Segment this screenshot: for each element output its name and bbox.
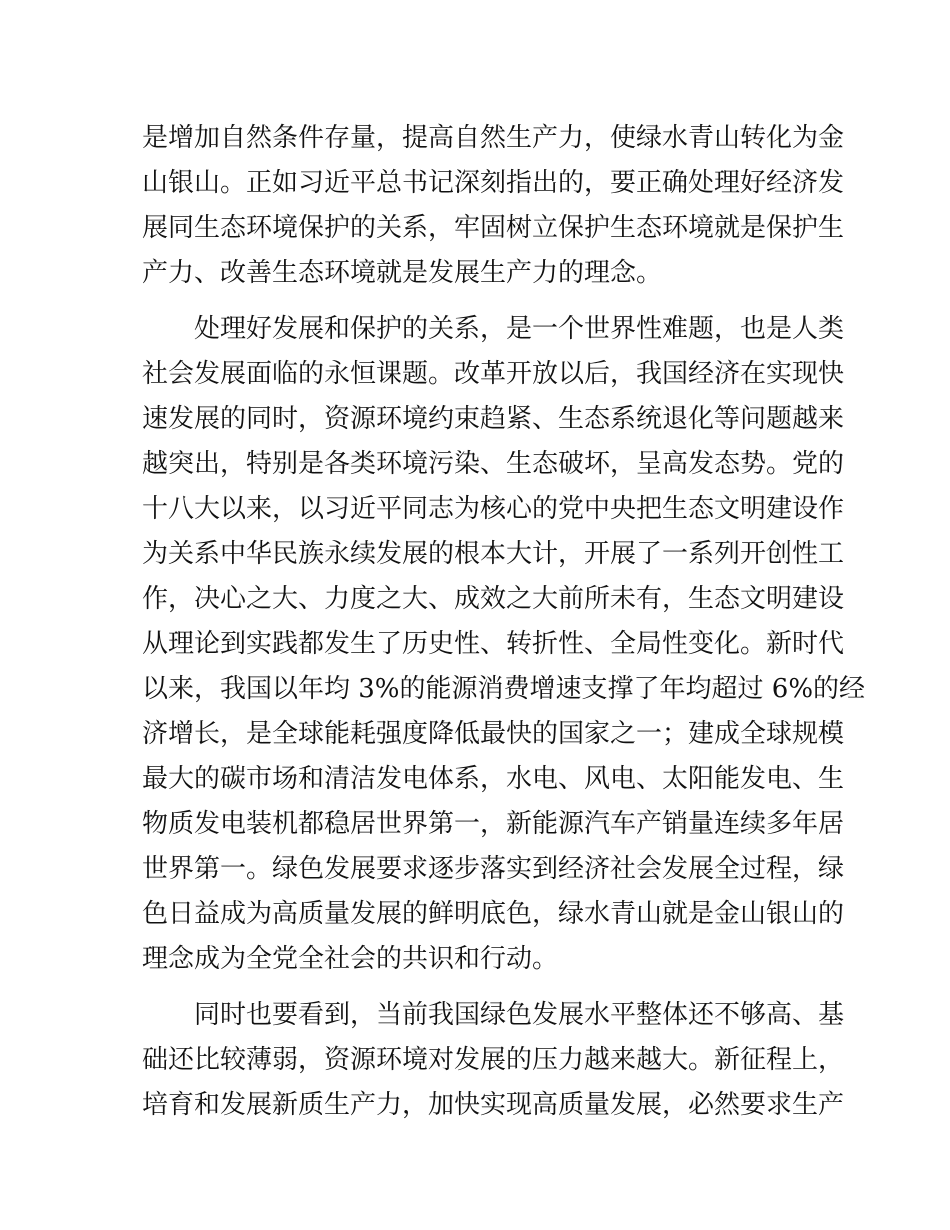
text-line: 产力、改善生态环境就是发展生产力的理念。 xyxy=(142,258,663,288)
text-line: 理念成为全党全社会的共识和行动。 xyxy=(142,944,559,974)
text-line: 从理论到实践都发生了历史性、转折性、全局性变化。新时代 xyxy=(142,629,845,659)
text-line: 世界第一。绿色发展要求逐步落实到经济社会发展全过程，绿 xyxy=(142,854,845,884)
text-line: 同时也要看到，当前我国绿色发展水平整体还不够高、基 xyxy=(194,1000,845,1030)
text-line: 物质发电装机都稳居世界第一，新能源汽车产销量连续多年居 xyxy=(142,809,845,839)
text-line: 山银山。正如习近平总书记深刻指出的，要正确处理好经济发 xyxy=(142,168,845,198)
text-line: 越突出，特别是各类环境污染、生态破坏，呈高发态势。党的 xyxy=(142,449,845,479)
text-line: 以来，我国以年均 3%的能源消费增速支撑了年均超过 6%的经 xyxy=(142,674,866,704)
document-body xyxy=(142,116,866,1128)
paragraph-1 xyxy=(142,116,845,296)
text-line: 速发展的同时，资源环境约束趋紧、生态系统退化等问题越来 xyxy=(142,404,845,434)
text-line: 处理好发展和保护的关系，是一个世界性难题，也是人类 xyxy=(194,314,845,344)
text-line: 展同生态环境保护的关系，牢固树立保护生态环境就是保护生 xyxy=(142,213,845,243)
text-line: 础还比较薄弱，资源环境对发展的压力越来越大。新征程上， xyxy=(142,1045,845,1075)
text-line: 作，决心之大、力度之大、成效之大前所未有，生态文明建设 xyxy=(142,584,845,614)
text-line: 济增长，是全球能耗强度降低最快的国家之一；建成全球规模 xyxy=(142,719,845,749)
text-line: 为关系中华民族永续发展的根本大计，开展了一系列开创性工 xyxy=(142,539,845,569)
paragraph-3 xyxy=(142,993,845,1128)
text-line: 社会发展面临的永恒课题。改革开放以后，我国经济在实现快 xyxy=(142,359,845,389)
text-line: 是增加自然条件存量，提高自然生产力，使绿水青山转化为金 xyxy=(142,123,845,153)
text-line: 十八大以来，以习近平同志为核心的党中央把生态文明建设作 xyxy=(142,494,845,524)
text-line: 培育和发展新质生产力，加快实现高质量发展，必然要求生产 xyxy=(142,1090,845,1120)
text-line: 最大的碳市场和清洁发电体系，水电、风电、太阳能发电、生 xyxy=(142,764,845,794)
paragraph-2 xyxy=(142,307,866,982)
text-line: 色日益成为高质量发展的鲜明底色，绿水青山就是金山银山的 xyxy=(142,899,845,929)
